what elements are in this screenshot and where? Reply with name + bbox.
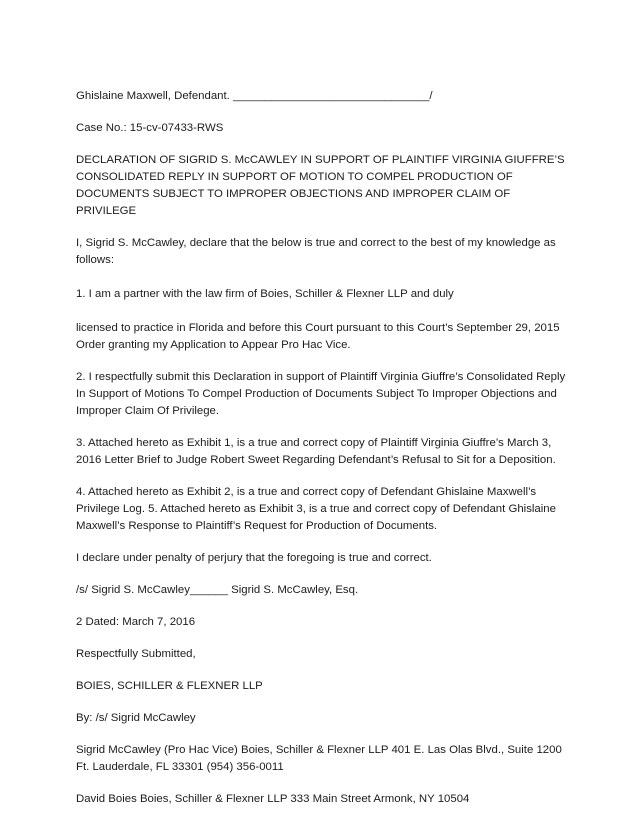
firm-name: BOIES, SCHILLER & FLEXNER LLP: [76, 680, 263, 692]
by-signature: By: /s/ Sigrid McCawley: [76, 712, 196, 724]
document-title: DECLARATION OF SIGRID S. McCAWLEY IN SUPPORT OF PLAINTIFF VIRGINIA GIUFFRE’S CONSOLIDATED REPLY IN SUPPORT OF MOTION TO COMPEL PRODUCTION OF DOCUMENTS SUBJECT TO IMPROPER OBJECTIONS AND IMPROPER CLAIM OF PRIVILEGE: [76, 154, 568, 217]
dated-line: 2 Dated: March 7, 2016: [76, 616, 196, 628]
paragraph-2: 2. I respectfully submit this Declaration in support of Plaintiff Virginia Giuffre’s Consolidated Reply In Support of Motions To Compel Production of Documents Subject To Improper Objections and Improper Claim Of Privilege.: [76, 371, 569, 417]
paragraph-1-continued: licensed to practice in Florida and before this Court pursuant to this Court’s September 29, 2015 Order granting my Application to Appear Pro Hac Vice.: [76, 322, 563, 351]
penalty-statement: I declare under penalty of perjury that the foregoing is true and correct.: [76, 552, 432, 564]
signature-line: /s/ Sigrid S. McCawley______ Sigrid S. McCawley, Esq.: [76, 584, 359, 596]
caption-line: Ghislaine Maxwell, Defendant. _______________________________/: [76, 90, 433, 102]
counsel-block-mccawley: Sigrid McCawley (Pro Hac Vice) Boies, Schiller & Flexner LLP 401 E. Las Olas Blvd., Suite 1200 Ft. Lauderdale, FL 33301 (954) 356-0011: [76, 744, 565, 773]
paragraph-4-5: 4. Attached hereto as Exhibit 2, is a true and correct copy of Defendant Ghislaine Maxwell’s Privilege Log. 5. Attached hereto as Exhibit 3, is a true and correct copy of Defendant Ghislaine Maxwell’s Response to Plaintiff’s Request for Production of Documents.: [76, 486, 560, 532]
case-number: Case No.: 15-cv-07433-RWS: [76, 122, 224, 134]
document-page: [76, 88, 569, 823]
intro-paragraph: I, Sigrid S. McCawley, declare that the below is true and correct to the best of my knowledge as follows:: [76, 237, 559, 266]
respectfully-submitted: Respectfully Submitted,: [76, 648, 196, 660]
paragraph-1-first-line: 1. I am a partner with the law firm of Boies, Schiller & Flexner LLP and duly: [76, 288, 454, 300]
counsel-block-boies: David Boies Boies, Schiller & Flexner LLP 333 Main Street Armonk, NY 10504: [76, 793, 470, 805]
paragraph-3: 3. Attached hereto as Exhibit 1, is a true and correct copy of Plaintiff Virginia Giuffre’s March 3, 2016 Letter Brief to Judge Robert Sweet Regarding Defendant’s Refusal to Sit for a Deposition.: [76, 437, 556, 466]
